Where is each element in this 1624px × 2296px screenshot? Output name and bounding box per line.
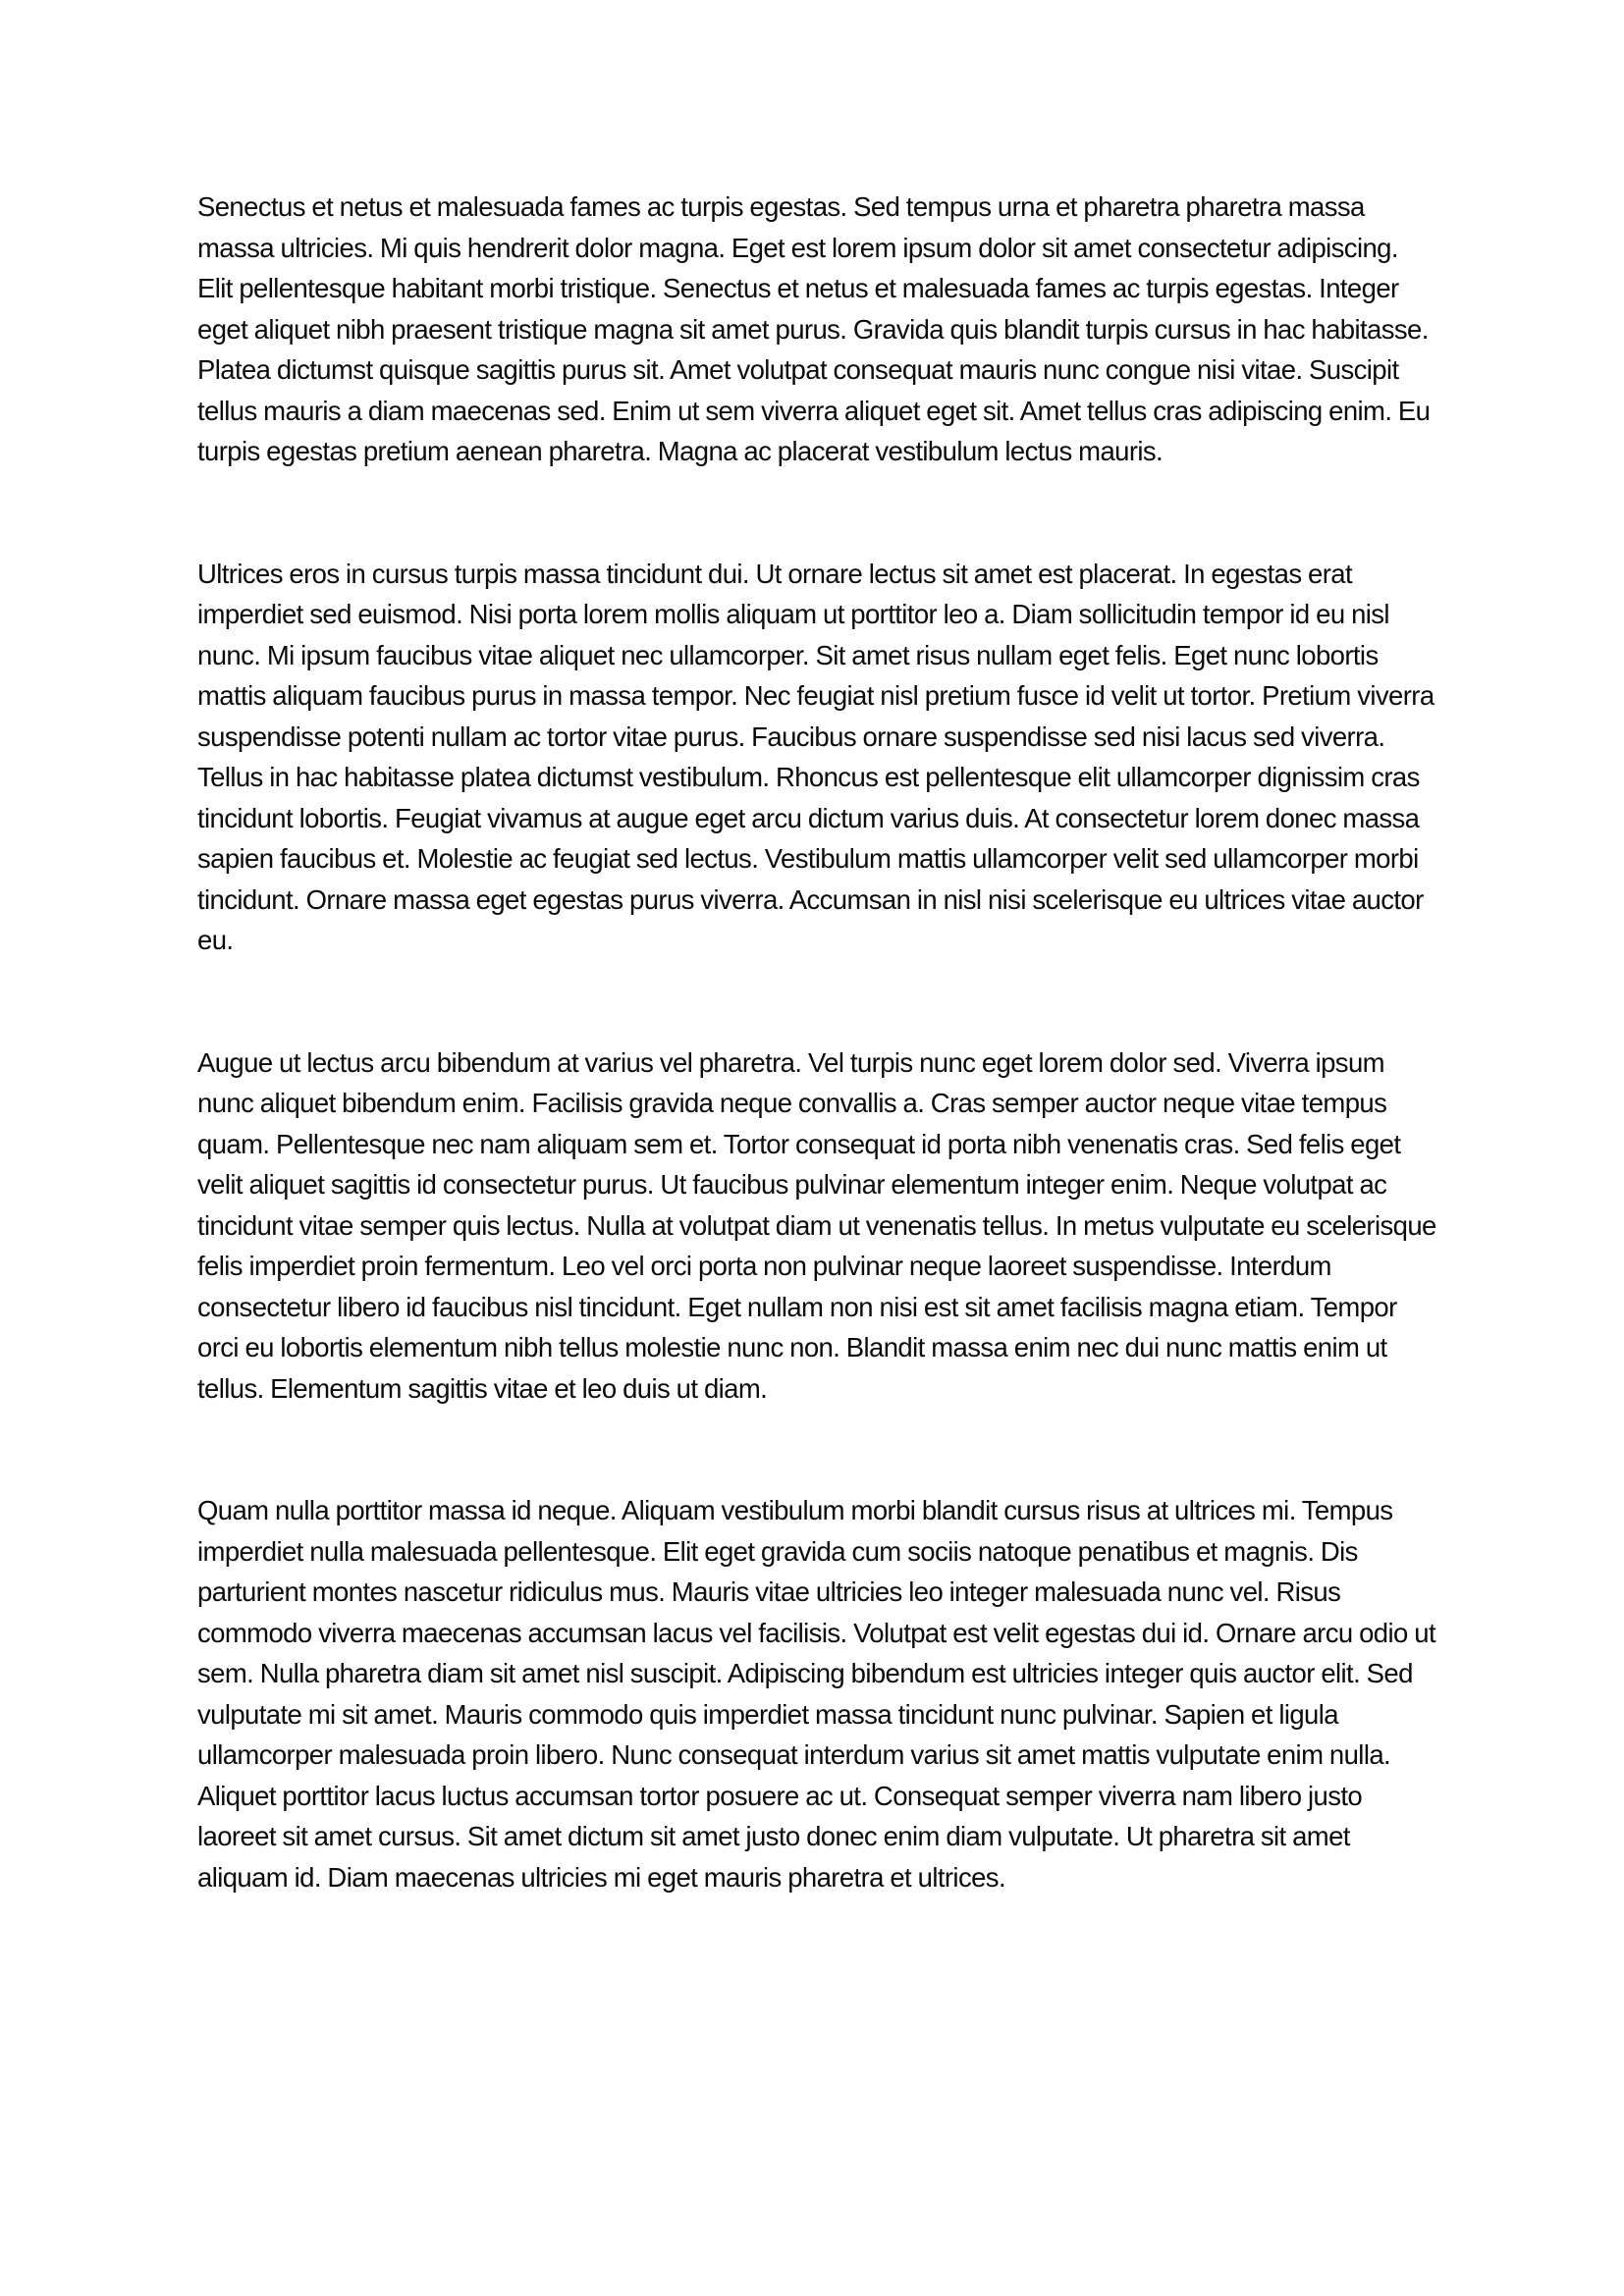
document-body-text — [197, 187, 1436, 1897]
paragraph-2: Ultrices eros in cursus turpis massa tincidunt dui. Ut ornare lectus sit amet est placerat. In egestas erat imperdiet sed euismod. Nisi porta lorem mollis aliquam ut porttitor leo a. Diam sollicitudin tempor id eu nisl nunc. Mi ipsum faucibus vitae aliquet nec ullamcorper. Sit amet risus nullam eget felis. Eget nunc lobortis mattis aliquam faucibus purus in massa tempor. Nec feugiat nisl pretium fusce id velit ut tortor. Pretium viverra suspendisse potenti nullam ac tortor vitae purus. Faucibus ornare suspendisse sed nisi lacus sed viverra. Tellus in hac habitasse platea dictumst vestibulum. Rhoncus est pellentesque elit ullamcorper dignissim cras tincidunt lobortis. Feugiat vivamus at augue eget arcu dictum varius duis. At consectetur lorem donec massa sapien faucibus et. Molestie ac feugiat sed lectus. Vestibulum mattis ullamcorper velit sed ullamcorper morbi tincidunt. Ornare massa eget egestas purus viverra. Accumsan in nisl nisi scelerisque eu ultrices vitae auctor eu. — [197, 558, 1435, 955]
paragraph-4: Quam nulla porttitor massa id neque. Aliquam vestibulum morbi blandit cursus risus at ultrices mi. Tempus imperdiet nulla malesuada pellentesque. Elit eget gravida cum sociis natoque penatibus et magnis. Dis parturient montes nascetur ridiculus mus. Mauris vitae ultricies leo integer malesuada nunc vel. Risus commodo viverra maecenas accumsan lacus vel facilisis. Volutpat est velit egestas dui id. Ornare arcu odio ut sem. Nulla pharetra diam sit amet nisl suscipit. Adipiscing bibendum est ultricies integer quis auctor elit. Sed vulputate mi sit amet. Mauris commodo quis imperdiet massa tincidunt nunc pulvinar. Sapien et ligula ullamcorper malesuada proin libero. Nunc consequat interdum varius sit amet mattis vulputate enim nulla. Aliquet porttitor lacus luctus accumsan tortor posuere ac ut. Consequat semper viverra nam libero justo laoreet sit amet cursus. Sit amet dictum sit amet justo donec enim diam vulputate. Ut pharetra sit amet aliquam id. Diam maecenas ultricies mi eget mauris pharetra et ultrices. — [197, 1495, 1435, 1893]
paragraph-1: Senectus et netus et malesuada fames ac turpis egestas. Sed tempus urna et pharetra pharetra massa massa ultricies. Mi quis hendrerit dolor magna. Eget est lorem ipsum dolor sit amet consectetur adipiscing. Elit pellentesque habitant morbi tristique. Senectus et netus et malesuada fames ac turpis egestas. Integer eget aliquet nibh praesent tristique magna sit amet purus. Gravida quis blandit turpis cursus in hac habitasse. Platea dictumst quisque sagittis purus sit. Amet volutpat consequat mauris nunc congue nisi vitae. Suscipit tellus mauris a diam maecenas sed. Enim ut sem viverra aliquet eget sit. Amet tellus cras adipiscing enim. Eu turpis egestas pretium aenean pharetra. Magna ac placerat vestibulum lectus mauris. — [197, 191, 1431, 466]
paragraph-3: Augue ut lectus arcu bibendum at varius vel pharetra. Vel turpis nunc eget lorem dolor sed. Viverra ipsum nunc aliquet bibendum enim. Facilisis gravida neque convallis a. Cras semper auctor neque vitae tempus quam. Pellentesque nec nam aliquam sem et. Tortor consequat id porta nibh venenatis cras. Sed felis eget velit aliquet sagittis id consectetur purus. Ut faucibus pulvinar elementum integer enim. Neque volutpat ac tincidunt vitae semper quis lectus. Nulla at volutpat diam ut venenatis tellus. In metus vulputate eu scelerisque felis imperdiet proin fermentum. Leo vel orci porta non pulvinar neque laoreet suspendisse. Interdum consectetur libero id faucibus nisl tincidunt. Eget nullam non nisi est sit amet facilisis magna etiam. Tempor orci eu lobortis elementum nibh tellus molestie nunc non. Blandit massa enim nec dui nunc mattis enim ut tellus. Elementum sagittis vitae et leo duis ut diam. — [197, 1046, 1436, 1404]
